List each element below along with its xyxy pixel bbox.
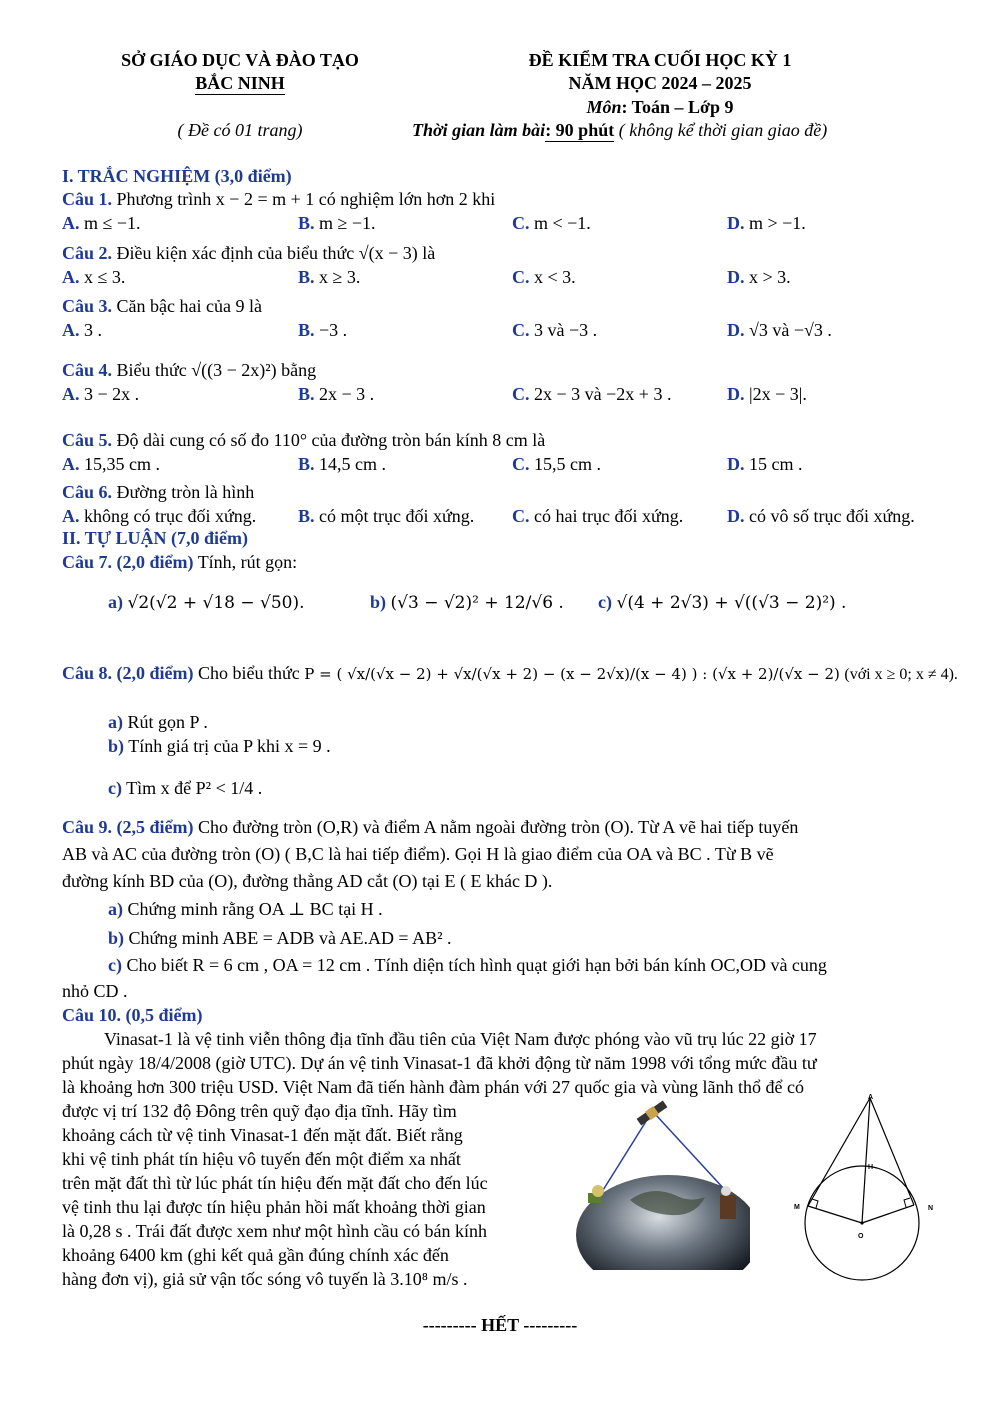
q8-c-text: Tìm x để P² < 1/4 . <box>126 778 263 798</box>
province-name <box>60 73 420 94</box>
option-a <box>62 384 139 405</box>
department-name: SỞ GIÁO DỤC VÀ ĐÀO TẠO <box>121 50 359 70</box>
q7-part-c: c) √(4 + 2√3) + √((√3 − 2)²) . <box>598 592 847 613</box>
question-label: Câu 3. <box>62 296 113 316</box>
tangent-an <box>870 1098 914 1205</box>
option-key: B. <box>298 454 315 474</box>
tangent-am <box>808 1098 870 1206</box>
school-year: NĂM HỌC 2024 – 2025 <box>568 73 752 93</box>
exam-title: ĐỀ KIỂM TRA CUỐI HỌC KỲ 1 <box>528 50 792 70</box>
option-value: 2x − 3 . <box>319 384 375 404</box>
option-key: C. <box>512 454 530 474</box>
option-key: A. <box>62 213 80 233</box>
option-c <box>512 506 683 527</box>
page-count-note: ( Đề có 01 trang) <box>177 120 303 140</box>
option-value: 2x − 3 và −2x + 3 . <box>534 384 672 404</box>
option-key: A. <box>62 320 80 340</box>
q9-line1 <box>62 817 942 838</box>
option-c <box>512 267 576 288</box>
question-5 <box>62 430 942 451</box>
option-value: có vô số trục đối xứng. <box>749 506 915 526</box>
option-value: 15 cm . <box>749 454 803 474</box>
option-value: 14,5 cm . <box>319 454 387 474</box>
q7-header <box>62 552 942 573</box>
q10-label: Câu 10. (0,5 điểm) <box>62 1005 203 1025</box>
label-a: A <box>868 1094 874 1101</box>
time-line <box>412 120 827 141</box>
option-value: x < 3. <box>534 267 576 287</box>
question-text: Đường tròn là hình <box>116 482 255 502</box>
option-a <box>62 506 256 527</box>
option-b <box>298 213 376 234</box>
question-text: Điều kiện xác định của biểu thức √(x − 3) là <box>116 243 436 263</box>
q8-b-text: Tính giá trị của P khi x = 9 . <box>128 736 331 756</box>
option-key: A. <box>62 506 80 526</box>
q8-a-text: Rút gọn P . <box>127 712 208 732</box>
option-value: có hai trục đối xứng. <box>534 506 684 526</box>
option-d <box>727 320 832 341</box>
q10-line-7: trên mặt đất thì từ lúc phát tín hiệu đến mặt đất cho đến lúc <box>62 1173 488 1193</box>
label-n: N <box>928 1205 934 1212</box>
q7-a-expr: √2(√2 + √18 − √50). <box>127 593 305 613</box>
option-value: có một trục đối xứng. <box>319 506 475 526</box>
q7-part-b: b) (√3 − √2)² + 12/√6 . <box>370 592 564 613</box>
subject-line <box>455 97 865 118</box>
right-angle-m <box>812 1199 818 1208</box>
option-key: C. <box>512 320 530 340</box>
option-c <box>512 454 601 475</box>
option-key: A. <box>62 384 80 404</box>
option-key: D. <box>727 213 745 233</box>
part1-title: I. TRẮC NGHIỆM (3,0 điểm) <box>62 166 292 186</box>
label-m: M <box>794 1204 800 1211</box>
q8-header <box>62 663 958 684</box>
question-text: Độ dài cung có số đo 110° của đường tròn bán kính 8 cm là <box>116 430 546 450</box>
question-label: Câu 6. <box>62 482 113 502</box>
option-value: x ≤ 3. <box>84 267 126 287</box>
question-label: Câu 2. <box>62 243 113 263</box>
option-d <box>727 506 915 527</box>
time-value: : 90 phút <box>545 120 615 140</box>
option-value: 3 . <box>84 320 102 340</box>
q8-text: Cho biểu thức <box>198 663 300 683</box>
time-label: Thời gian làm bài <box>412 120 546 140</box>
option-key: D. <box>727 320 745 340</box>
q9-line2: AB và AC của đường tròn (O) ( B,C là hai tiếp điểm). Gọi H là giao điểm của OA và BC . Từ B vẽ <box>62 844 774 864</box>
q9-a-text: Chứng minh rằng OA ⊥ BC tại H . <box>127 899 383 919</box>
question-6 <box>62 482 942 503</box>
q8-label: Câu 8. (2,0 điểm) <box>62 663 194 683</box>
q9-part-c: c) Cho biết R = 6 cm , OA = 12 cm . Tính diện tích hình quạt giới hạn bởi bán kính OC,OD và cung <box>108 955 827 975</box>
q10-line-6: khi vệ tinh phát tín hiệu vô tuyến đến một điểm xa nhất <box>62 1149 461 1169</box>
option-d <box>727 454 803 475</box>
question-4 <box>62 360 942 381</box>
q9-c-line2: nhỏ CD . <box>62 981 128 1001</box>
radius-om <box>808 1206 862 1223</box>
part2-title: II. TỰ LUẬN (7,0 điểm) <box>62 528 249 548</box>
question-label: Câu 4. <box>62 360 113 380</box>
option-value: m ≥ −1. <box>319 213 376 233</box>
option-value: 15,5 cm . <box>534 454 601 474</box>
question-2 <box>62 243 942 264</box>
time-note: ( không kể thời gian giao đề) <box>614 120 828 140</box>
option-a <box>62 320 102 341</box>
end-marker: --------- HẾT --------- <box>422 1315 578 1335</box>
q8-formula: P = ( √x/(√x − 2) + √x/(√x + 2) − (x − 2√x)/(x − 4) ) : (√x + 2)/(√x − 2) <box>304 665 840 683</box>
option-key: C. <box>512 267 530 287</box>
q7-label: Câu 7. (2,0 điểm) <box>62 552 194 572</box>
q8-part-c: c) Tìm x để P² < 1/4 . <box>108 778 263 798</box>
q10-intro-2: phút ngày 18/4/2008 (giờ UTC). Dự án vệ tinh Vinasat-1 đã khởi động từ năm 1998 với tổng mức đầu tư <box>62 1053 817 1073</box>
question-label: Câu 1. <box>62 189 113 209</box>
option-a <box>62 454 160 475</box>
option-key: B. <box>298 506 315 526</box>
option-value: không có trục đối xứng. <box>84 506 257 526</box>
province-text: BẮC NINH <box>195 73 285 93</box>
option-key: C. <box>512 213 530 233</box>
question-text: Biểu thức √((3 − 2x)²) bằng <box>116 360 317 380</box>
question-1 <box>62 189 942 210</box>
q10-line-5: khoảng cách từ vệ tinh Vinasat-1 đến mặt đất. Biết rằng <box>62 1125 463 1145</box>
option-key: C. <box>512 384 530 404</box>
option-value: x > 3. <box>749 267 791 287</box>
option-c <box>512 213 591 234</box>
q10-intro-3: là khoảng hơn 300 triệu USD. Việt Nam đã tiến hành đàm phán với 27 quốc gia và vùng lãnh thổ để có <box>62 1077 804 1097</box>
option-value: m ≤ −1. <box>84 213 141 233</box>
right-angle-n <box>904 1198 910 1207</box>
option-key: B. <box>298 213 315 233</box>
option-value: −3 . <box>319 320 348 340</box>
q9-line3: đường kính BD của (O), đường thẳng AD cắt (O) tại E ( E khác D ). <box>62 871 553 891</box>
q8-part-a: a) Rút gọn P . <box>108 712 208 732</box>
segment-ao <box>862 1098 870 1223</box>
q10-line-8: vệ tinh thu lại được tín hiệu phản hồi mất khoảng thời gian <box>62 1197 486 1217</box>
q7-b-expr: (√3 − √2)² + 12/√6 . <box>390 593 564 613</box>
option-value: 15,35 cm . <box>84 454 160 474</box>
option-value: m < −1. <box>534 213 591 233</box>
question-label: Câu 5. <box>62 430 113 450</box>
q10-line-11: hàng đơn vị), giả sử vận tốc sóng vô tuyến là 3.10⁸ m/s . <box>62 1269 468 1289</box>
option-a <box>62 267 125 288</box>
q9-label: Câu 9. (2,5 điểm) <box>62 817 194 837</box>
option-b <box>298 506 474 527</box>
q10-header <box>62 1005 942 1026</box>
option-d <box>727 213 806 234</box>
q9-b-text: Chứng minh ABE = ADB và AE.AD = AB² . <box>128 928 452 948</box>
label-h: H <box>868 1164 874 1171</box>
option-value: |2x − 3|. <box>749 384 807 404</box>
q10-line-10: khoảng 6400 km (ghi kết quả gần đúng chính xác đến <box>62 1245 449 1265</box>
ground-station-right-icon <box>720 1186 736 1219</box>
label-o: O <box>858 1233 864 1240</box>
option-key: D. <box>727 267 745 287</box>
option-a <box>62 213 141 234</box>
geometry-figure <box>790 1093 940 1283</box>
question-text: Phương trình x − 2 = m + 1 có nghiệm lớn hơn 2 khi <box>116 189 496 209</box>
subject-label: Môn <box>586 97 622 117</box>
q9-part-b: b) Chứng minh ABE = ADB và AE.AD = AB² . <box>108 928 452 948</box>
q8-condition: (với x ≥ 0; x ≠ 4). <box>844 666 958 683</box>
q9-c-text: Cho biết R = 6 cm , OA = 12 cm . Tính diện tích hình quạt giới hạn bởi bán kính OC,OD và cung <box>126 955 827 975</box>
q8-part-b: b) Tính giá trị của P khi x = 9 . <box>108 736 331 756</box>
option-key: D. <box>727 384 745 404</box>
question-3 <box>62 296 942 317</box>
radius-on <box>862 1205 914 1223</box>
q9-part-a: a) Chứng minh rằng OA ⊥ BC tại H . <box>108 899 383 919</box>
q7-text: Tính, rút gọn: <box>197 552 298 572</box>
satellite-illustration <box>560 1095 750 1270</box>
subject-value: : Toán – Lớp 9 <box>621 97 734 117</box>
option-d <box>727 267 791 288</box>
option-value: 3 và −3 . <box>534 320 598 340</box>
option-key: B. <box>298 320 315 340</box>
point-o <box>860 1221 863 1224</box>
option-key: D. <box>727 506 745 526</box>
question-text: Căn bậc hai của 9 là <box>116 296 262 316</box>
option-key: B. <box>298 267 315 287</box>
option-key: C. <box>512 506 530 526</box>
option-value: x ≥ 3. <box>319 267 361 287</box>
q7-c-expr: √(4 + 2√3) + √((√3 − 2)²) . <box>616 593 847 613</box>
option-key: A. <box>62 267 80 287</box>
q10-line-4: được vị trí 132 độ Đông trên quỹ đạo địa tĩnh. Hãy tìm <box>62 1101 457 1121</box>
option-key: B. <box>298 384 315 404</box>
option-key: A. <box>62 454 80 474</box>
option-value: m > −1. <box>749 213 806 233</box>
option-b <box>298 454 386 475</box>
q10-line-9: là 0,28 s . Trái đất được xem như một hình cầu có bán kính <box>62 1221 487 1241</box>
option-b <box>298 320 347 341</box>
q7-part-a: a) √2(√2 + √18 − √50). <box>108 592 305 613</box>
option-c <box>512 320 597 341</box>
option-b <box>298 384 374 405</box>
option-d <box>727 384 807 405</box>
option-value: √3 và −√3 . <box>749 320 832 340</box>
ground-station-left-icon <box>588 1185 604 1203</box>
option-b <box>298 267 360 288</box>
q9-text-1: Cho đường tròn (O,R) và điểm A nằm ngoài đường tròn (O). Từ A vẽ hai tiếp tuyến <box>198 817 799 837</box>
option-key: D. <box>727 454 745 474</box>
option-value: 3 − 2x . <box>84 384 140 404</box>
option-c <box>512 384 671 405</box>
q10-intro-1: Vinasat-1 là vệ tinh viễn thông địa tĩnh đầu tiên của Việt Nam được phóng vào vũ trụ lúc 22 giờ 17 <box>104 1029 817 1049</box>
